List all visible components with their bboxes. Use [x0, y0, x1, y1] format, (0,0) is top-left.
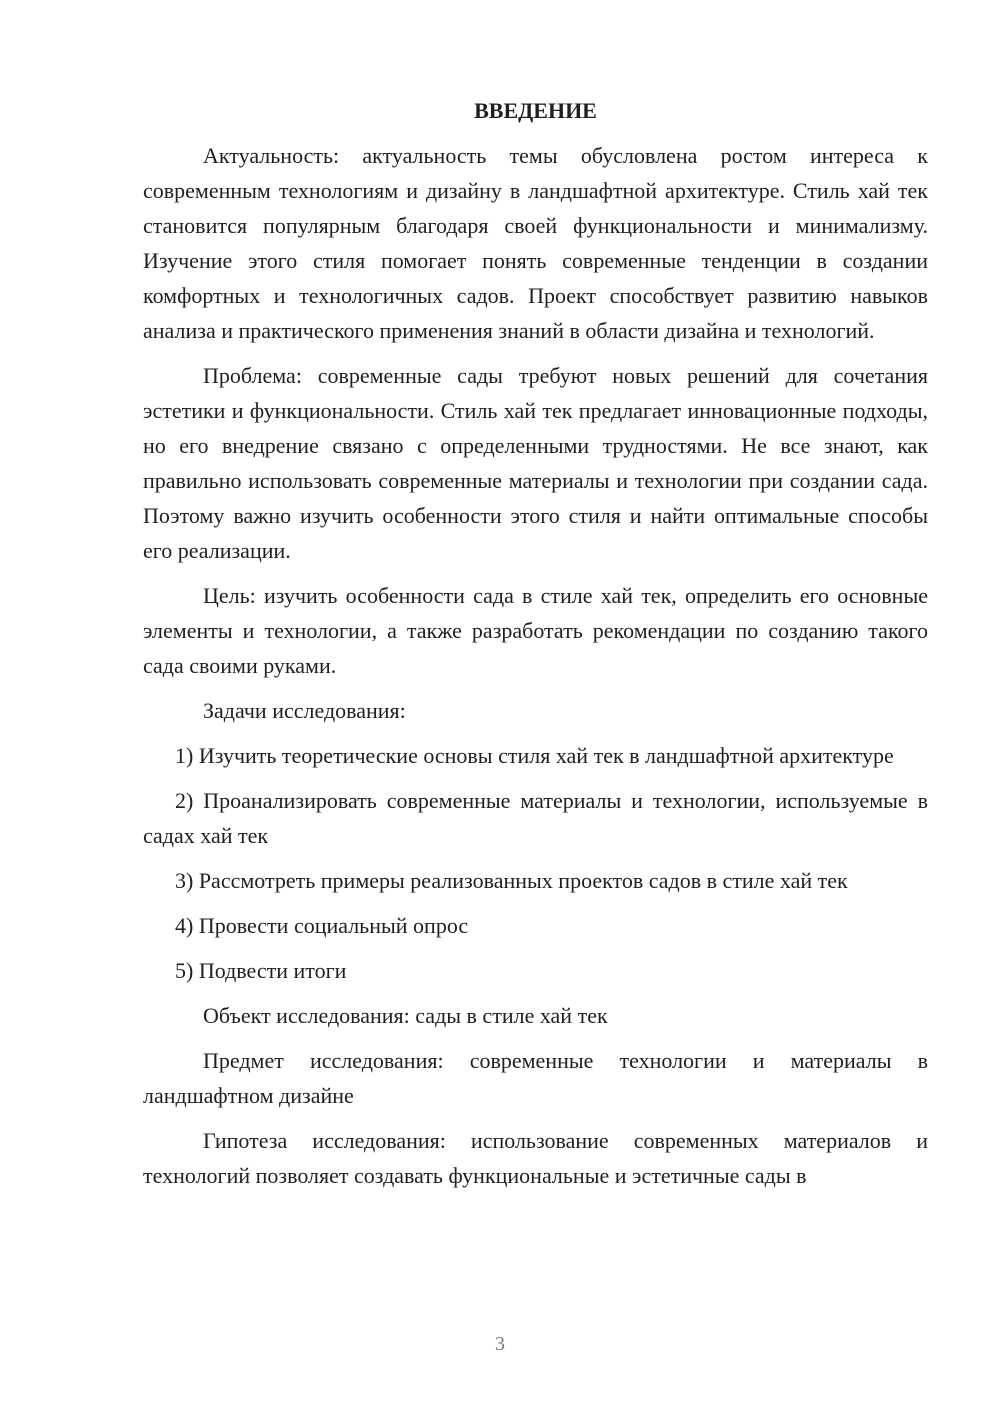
page-number: 3 — [495, 1333, 505, 1355]
paragraph-problem: Проблема: современные сады требуют новых решений для сочетания эстетики и функциональности. Стиль хай тек предлагает инновационные подходы, но его внедрение связано с определенными трудностями. Не все знают, как правильно использовать современные материалы и технологии при создании сада. Поэтому важно изучить особенности этого стиля и найти оптимальные способы его реализации. — [143, 363, 928, 563]
page-content — [143, 93, 928, 1203]
paragraph-subject: Предмет исследования: современные технологии и материалы в ландшафтном дизайне — [143, 1048, 928, 1108]
task-item: 2) Проанализировать современные материалы и технологии, используемые в садах хай тек — [143, 788, 928, 848]
paragraph-tasks-heading: Задачи исследования: — [203, 698, 406, 723]
paragraph-relevance: Актуальность: актуальность темы обусловлена ростом интереса к современным технологиям и дизайну в ландшафтной архитектуре. Стиль хай тек становится популярным благодаря своей функциональности и минимализму. Изучение этого стиля помогает понять современные тенденции в создании комфортных и технологичных садов. Проект способствует развитию навыков анализа и практического применения знаний в области дизайна и технологий. — [143, 143, 928, 343]
paragraph-hypothesis: Гипотеза исследования: использование современных материалов и технологий позволяет создавать функциональные и эстетичные сады в — [143, 1128, 928, 1188]
task-item: 4) Провести социальный опрос — [175, 913, 469, 938]
section-title: ВВЕДЕНИЕ — [474, 98, 597, 123]
paragraph-goal: Цель: изучить особенности сада в стиле хай тек, определить его основные элементы и технологии, а также разработать рекомендации по созданию такого сада своими руками. — [143, 583, 928, 678]
task-item: 1) Изучить теоретические основы стиля хай тек в ландшафтной архитектуре — [175, 743, 894, 768]
task-item: 5) Подвести итоги — [175, 958, 347, 983]
paragraph-object: Объект исследования: сады в стиле хай тек — [203, 1003, 608, 1028]
task-item: 3) Рассмотреть примеры реализованных проектов садов в стиле хай тек — [175, 868, 848, 893]
